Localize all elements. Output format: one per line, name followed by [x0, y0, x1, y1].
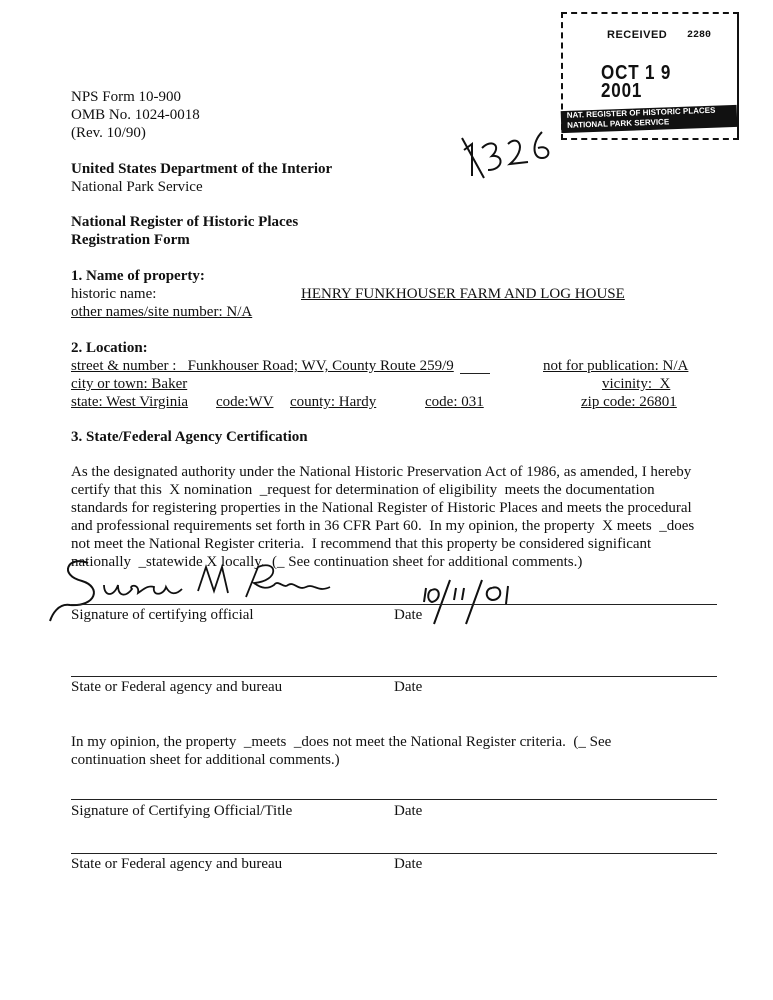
revision: (Rev. 10/90): [71, 125, 146, 141]
cert-paragraph-line2: certify that this X nomination _request for determination of eligibility meets the documentation: [71, 482, 655, 498]
cert-paragraph-line3: standards for registering properties in the National Register of Historic Places and meets the procedural: [71, 500, 692, 516]
section1-heading: 1. Name of property:: [71, 268, 205, 284]
agency2-date-label: Date: [394, 856, 423, 872]
cert-paragraph-line6: nationally _statewide X locally. (_ See continuation sheet for additional comments.): [71, 554, 583, 570]
county: county: Hardy: [290, 394, 377, 410]
signature-label: Signature of certifying official: [71, 607, 254, 623]
vicinity: vicinity: X: [602, 376, 671, 392]
register-title: National Register of Historic Places: [71, 214, 299, 230]
cert-paragraph-line1: As the designated authority under the National Historic Preservation Act of 1986, as amended, I hereby: [71, 464, 692, 480]
other-names: other names/site number: N/A: [71, 304, 253, 320]
signature-line: [71, 604, 717, 605]
department-title: United States Department of the Interior: [71, 161, 333, 177]
stamp-date: OCT 1 9 2001: [601, 62, 672, 102]
form-number: NPS Form 10-900: [71, 89, 182, 105]
opinion-line1: In my opinion, the property _meets _does not meet the National Register criteria. (_ See: [71, 734, 612, 750]
agency2-label: State or Federal agency and bureau: [71, 856, 283, 872]
city-town: city or town: Baker: [71, 376, 188, 392]
agency-label: State or Federal agency and bureau: [71, 679, 283, 695]
omb-number: OMB No. 1024-0018: [71, 107, 200, 123]
zip-code: zip code: 26801: [581, 394, 677, 410]
cert-paragraph-line5: not meet the National Register criteria. I recommend that this property be considered significant: [71, 536, 652, 552]
agency-line: [71, 676, 717, 677]
handwritten-annotation: [462, 118, 562, 188]
stamp-code: 2280: [687, 30, 712, 41]
opinion-line2: continuation sheet for additional comments.): [71, 752, 340, 768]
agency-date-label: Date: [394, 679, 423, 695]
signature2-line: [71, 799, 717, 800]
section2-heading: 2. Location:: [71, 340, 148, 356]
received-stamp: [561, 12, 737, 140]
stamp-office: NAT. REGISTER OF HISTORIC PLACES NATIONAL PARK SERVICE: [561, 105, 738, 133]
cert-paragraph-line4: and professional requirements set forth in 36 CFR Part 60. In my opinion, the property X meets _does: [71, 518, 695, 534]
not-for-publication: not for publication: N/A: [543, 358, 689, 374]
street-underline-ext: [460, 373, 490, 374]
service-name: National Park Service: [71, 179, 203, 195]
signature2-date-label: Date: [394, 803, 423, 819]
historic-name-value: HENRY FUNKHOUSER FARM AND LOG HOUSE: [301, 286, 625, 302]
street-number: street & number : Funkhouser Road; WV, County Route 259/9: [71, 358, 454, 374]
signature2-label: Signature of Certifying Official/Title: [71, 803, 293, 819]
signature-date-label: Date: [394, 607, 423, 623]
state-code: code:WV: [216, 394, 274, 410]
state: state: West Virginia: [71, 394, 189, 410]
agency2-line: [71, 853, 717, 854]
section3-heading: 3. State/Federal Agency Certification: [71, 429, 308, 445]
form-title: Registration Form: [71, 232, 190, 248]
handwritten-date: [420, 578, 530, 628]
historic-name-label: historic name:: [71, 286, 157, 302]
stamp-received-label: RECEIVED: [607, 29, 668, 41]
county-code: code: 031: [425, 394, 484, 410]
